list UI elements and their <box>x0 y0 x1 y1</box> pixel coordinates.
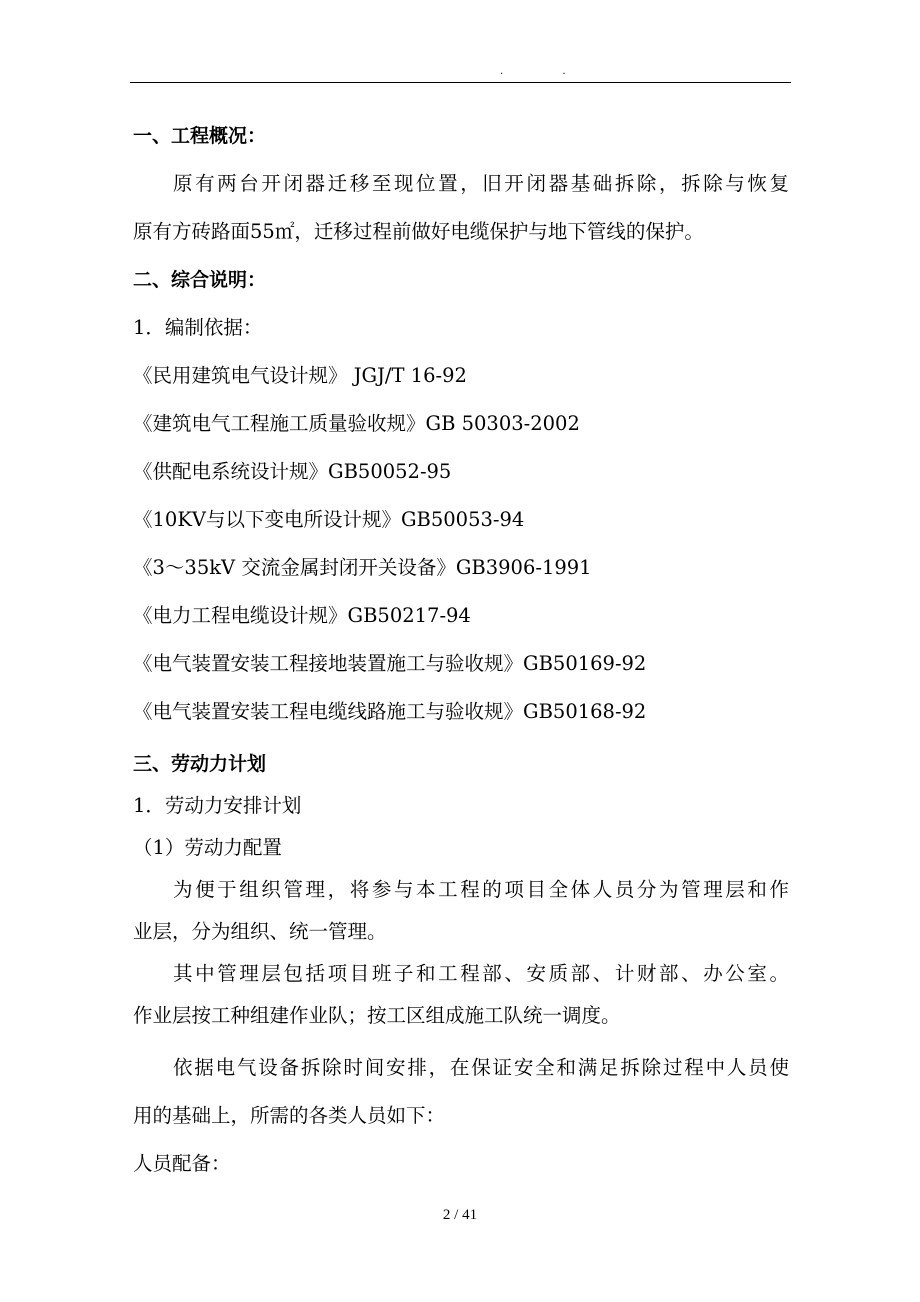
reference-item: 《电气装置安装工程接地装置施工与验收规》GB50169-92 <box>133 652 647 675</box>
reference-item: 《民用建筑电气设计规》 JGJ/T 16-92 <box>133 364 467 387</box>
reference-item: 《3～35kV 交流金属封闭开关设备》GB3906-1991 <box>133 556 592 579</box>
section-3-title: 三、劳动力计划 <box>133 753 267 775</box>
section-3-paragraph-3-line-2: 用的基础上，所需的各类人员如下： <box>133 1104 446 1127</box>
section-1-paragraph-line-2: 原有方砖路面55㎡，迁移过程前做好电缆保护与地下管线的保护。 <box>133 220 704 243</box>
section-2-title: 二、综合说明： <box>133 269 267 291</box>
header-dots: . . <box>500 66 594 77</box>
reference-item: 《电力工程电缆设计规》GB50217-94 <box>133 604 471 627</box>
section-3-subtitle-config: （1）劳动力配置 <box>133 836 282 859</box>
reference-item: 《电气装置安装工程电缆线路施工与验收规》GB50168-92 <box>133 700 647 723</box>
reference-item: 《10KV与以下变电所设计规》GB50053-94 <box>133 508 525 531</box>
section-3-paragraph-2-line-2: 作业层按工种组建作业队；按工区组成施工队统一调度。 <box>133 1004 621 1027</box>
section-3-subtitle-plan: 1．劳动力安排计划 <box>133 794 302 817</box>
page-number: 2 / 41 <box>442 1207 478 1223</box>
section-1-paragraph-line-1: 原有两台开闭器迁移至现位置，旧开闭器基础拆除，拆除与恢复 <box>173 172 789 195</box>
section-3-paragraph-1-line-2: 业层，分为组织、统一管理。 <box>133 920 387 943</box>
section-3-paragraph-3-line-1: 依据电气设备拆除时间安排，在保证安全和满足拆除过程中人员使 <box>173 1056 789 1079</box>
section-3-staffing-label: 人员配备： <box>133 1152 231 1175</box>
section-3-paragraph-1-line-1: 为便于组织管理，将参与本工程的项目全体人员分为管理层和作 <box>173 878 789 901</box>
section-3-paragraph-2-line-1: 其中管理层包括项目班子和工程部、安质部、计财部、办公室。 <box>173 962 789 985</box>
section-2-subtitle-basis: 1．编制依据： <box>133 316 263 339</box>
header-rule <box>130 82 791 83</box>
section-1-title: 一、工程概况： <box>133 125 267 147</box>
reference-item: 《建筑电气工程施工质量验收规》GB 50303-2002 <box>133 412 580 435</box>
reference-item: 《供配电系统设计规》GB50052-95 <box>133 460 452 483</box>
